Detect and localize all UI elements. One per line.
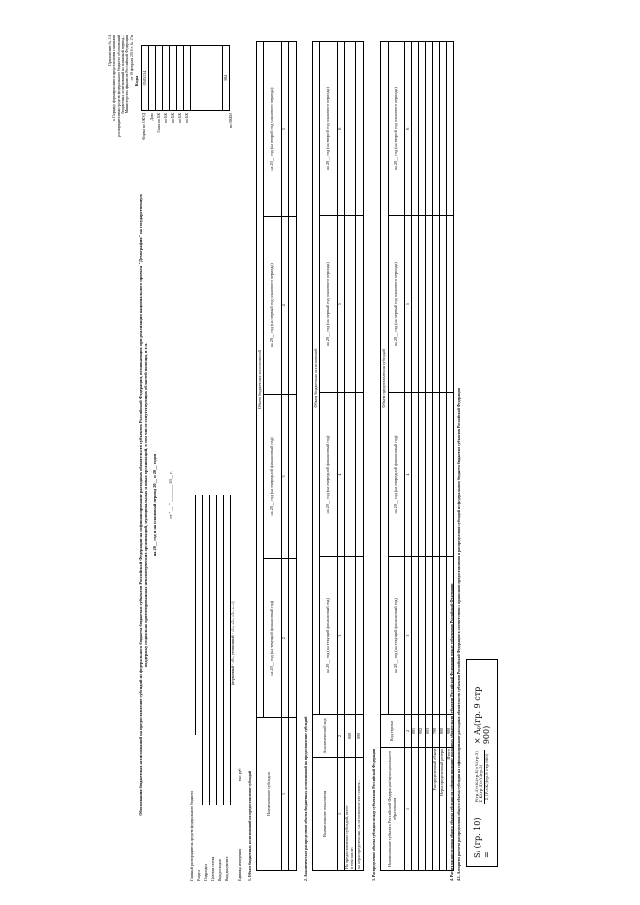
codes-header: Коды	[134, 75, 139, 87]
col-num: 2	[281, 559, 288, 718]
data-cell	[439, 216, 446, 393]
form-code-label: Форма по ОКУД	[142, 113, 146, 140]
codes-cell	[170, 46, 177, 111]
data-cell	[432, 557, 439, 715]
col-year: на 20__ год (на очередной финансовый год)	[263, 394, 281, 559]
row-total-label: На предоставление субсидий, всего	[344, 805, 350, 869]
data-cell	[344, 42, 356, 216]
col-code: Код строки	[381, 715, 405, 748]
codes-cell	[191, 46, 223, 111]
row-code: 000	[344, 715, 356, 758]
row-code: 700	[432, 715, 439, 748]
data-cell	[356, 557, 364, 715]
appendix-line: Министерства финансов Российской Федерации	[125, 35, 130, 114]
side-label: по БК	[164, 113, 168, 123]
side-label: Дата	[150, 113, 154, 121]
appendix-note	[108, 35, 134, 245]
data-cell	[411, 392, 418, 556]
section3-table	[380, 41, 454, 871]
section4-heading: 4. Расчет распределения общего объема субсидии на софинансирование расходных обязательств субъектов Российской Федерации между субъектами Российской Федерации	[450, 583, 454, 881]
col-num: 2	[405, 715, 412, 748]
data-cell	[418, 392, 425, 556]
col-group: Объем бюджетных ассигнований	[257, 42, 264, 718]
unit-value: тыс руб	[238, 768, 242, 781]
row-code: 001	[411, 715, 418, 748]
col-year: на 20__ год (на второй год планового периода)	[389, 42, 405, 216]
data-cell	[288, 559, 296, 718]
header-field: Единица измерения	[238, 849, 242, 881]
col-year: на 20__ год (на текущий финансовый год)	[319, 557, 337, 715]
data-cell	[418, 748, 425, 871]
formula-denominator: Σ (Fᵢ×Kᵢ)(гр.9 стр.900)	[483, 753, 489, 801]
data-cell	[439, 42, 446, 216]
row-code: 800	[439, 715, 446, 748]
data-cell	[411, 42, 418, 216]
date-line: от " __ " ________ 20__ г.	[168, 471, 173, 519]
appendix-line: Приложение № 1/4	[108, 35, 112, 66]
data-cell	[425, 216, 432, 393]
header-field: Подраздел	[204, 864, 208, 881]
col-year: на 20__ год (на текущий финансовый год)	[389, 557, 405, 715]
formula-num-top: F(гр.3)×Kᵢ(гр.4)×Yᵢ(гр.5)	[473, 751, 479, 803]
formula-lhs: Sᵢ (гр. 10) =	[472, 817, 491, 858]
data-cell	[432, 42, 439, 216]
data-cell	[418, 42, 425, 216]
data-cell	[411, 216, 418, 393]
col-num: 4	[281, 217, 288, 394]
col-name: Наименование показателя	[313, 758, 338, 871]
col-num: 4	[337, 392, 344, 556]
col-num: 3	[337, 557, 344, 715]
col-num: 1	[337, 758, 344, 871]
col-num: 5	[337, 216, 344, 393]
codes-table	[141, 45, 230, 111]
section2-heading: 2. Аналитическое распределение объема бюджетных ассигнований на предоставление субсидий	[304, 716, 308, 881]
data-cell	[288, 217, 296, 394]
codes-cell	[149, 46, 156, 111]
section1-heading: 1. Объем бюджетных ассигнований на предоставление субсидий	[248, 770, 252, 881]
field-line	[202, 495, 203, 805]
col-num: 1	[281, 718, 288, 871]
data-cell	[411, 748, 418, 871]
form-code-cell: 0505134	[142, 46, 149, 111]
formula-num-mid: Σ Kᵢ(гр.4)×Yᵢ(гр.5)	[478, 764, 484, 803]
data-cell	[356, 42, 364, 216]
col-year: на 20__ год (на второй год планового периода)	[263, 42, 281, 217]
data-cell	[356, 216, 364, 393]
col-name: Наименование субсидии	[257, 718, 282, 871]
data-cell	[418, 557, 425, 715]
data-cell	[288, 42, 296, 217]
side-label: по БК	[171, 113, 175, 123]
section3-heading: 3. Распределение объема субсидии между субъектами Российской Федерации	[372, 748, 376, 881]
col-code: Аналитический код	[313, 715, 338, 758]
col-num: 4	[405, 392, 412, 556]
row-incl-label: в том числе:	[348, 847, 354, 869]
codes-cell	[184, 46, 191, 111]
okei-label: по ОКЕИ	[229, 113, 233, 129]
data-cell	[432, 392, 439, 556]
side-label: по БК	[185, 113, 189, 123]
appendix-line: бюджетных ассигнований на плановый период...	[121, 35, 126, 114]
formula-fraction	[475, 750, 490, 804]
data-cell	[439, 557, 446, 715]
row-code: 003	[425, 715, 432, 748]
data-cell	[432, 216, 439, 393]
section2-table	[312, 41, 364, 871]
col-num: 3	[405, 557, 412, 715]
col-num: 5	[281, 42, 288, 217]
header-field: Целевая статья	[211, 856, 215, 881]
form-subtitle: на 20__ год и на плановый период 20__ и 20__ годов	[152, 453, 157, 557]
col-year: на 20__ год (на второй год планового периода)	[319, 42, 337, 216]
col-year: на 20__ год (на первый год планового периода)	[389, 216, 405, 393]
appendix-line: распорядителями средств федерального бюджета обоснований	[116, 35, 121, 137]
row-label: Распределенный объем	[432, 748, 439, 871]
data-cell	[344, 557, 356, 715]
col-num: 6	[405, 42, 412, 216]
codes-cell	[163, 46, 170, 111]
appendix-line: к Порядку формирования и представления главными	[112, 35, 117, 121]
section1-table	[256, 41, 297, 871]
row-code: 900	[446, 715, 453, 748]
col-group: Объем предоставления субсидий	[381, 42, 389, 715]
data-cell	[446, 42, 453, 216]
row-label: на нераспределенные, на исполнение кто платит...	[356, 758, 364, 871]
data-cell	[425, 42, 432, 216]
form-title: Обоснования бюджетных ассигнований на предоставление субсидий из федерального бюджета бюджетам субъектов Российской Федерации на софинансирование расходных обязательств субъектов Российской Федерации, возникающих при реализации национального проекта "Демография" на государственную поддержку социально ориентированных некоммерческих организаций, муниципальных и иных организаций, в том числе сопутствующих областей помощи, и т.п.	[138, 194, 149, 816]
data-cell	[356, 392, 364, 556]
data-cell	[344, 392, 356, 556]
col-name: Наименование субъекта Российской Федерации/муниципального образования	[381, 748, 405, 871]
codes-cell	[156, 46, 163, 111]
col-num: 2	[337, 715, 344, 758]
codes-cell	[177, 46, 184, 111]
col-year: на 20__ год (на очередной финансовый год)	[389, 392, 405, 556]
col-num: 3	[281, 394, 288, 559]
doc-kind-note: (первичный - «0», уточненный - «1», «2», «3», «...»)	[231, 601, 235, 685]
col-year: на 20__ год (на очередной финансовый год)	[319, 392, 337, 556]
data-cell	[439, 392, 446, 556]
formula-box	[466, 659, 498, 867]
row-code: 000	[356, 715, 364, 758]
rotated-form-sheet	[104, 27, 500, 885]
header-field: Вид документа	[225, 856, 229, 881]
data-cell	[344, 216, 356, 393]
field-line	[216, 495, 217, 805]
side-label: по БК	[178, 113, 182, 123]
col-year: на 20__ год (на первый год планового периода)	[263, 217, 281, 394]
field-line	[195, 495, 196, 735]
col-num: 1	[405, 748, 412, 871]
data-cell	[418, 216, 425, 393]
section4-subheading: 4.1. Алгоритм расчета распределения общего объема субсидии на софинансирование расходных обязательств субъектов Российской Федерации в соответствии с правилами предоставления и распределения субсидий из федерального бюджета бюджетам субъектов Российской Федерации	[457, 388, 461, 881]
data-cell	[425, 392, 432, 556]
data-cell	[425, 557, 432, 715]
col-group: Объем бюджетных ассигнований	[313, 42, 320, 715]
field-line	[223, 495, 224, 805]
side-label: Глава по БК	[157, 113, 161, 133]
field-line	[209, 495, 210, 805]
data-cell	[425, 748, 432, 871]
col-num: 6	[337, 42, 344, 216]
data-cell	[288, 394, 296, 559]
formula-rhs: × Aₚ(гр. 9 стр 900)	[472, 686, 491, 745]
row-label: Нераспределенный резерв	[439, 748, 446, 871]
header-field: Вид расходов	[218, 859, 222, 881]
col-year: на 20__ год (на первый год планового периода)	[319, 216, 337, 393]
data-cell	[288, 718, 296, 871]
data-cell	[411, 557, 418, 715]
row-label	[344, 758, 356, 871]
row-label: Итого	[446, 748, 453, 871]
appendix-line: от 19 февраля 2016 г. № 17н	[129, 35, 134, 81]
row-code: 002	[418, 715, 425, 748]
header-field: Раздел	[197, 870, 201, 881]
col-year: на 20__ год (на текущий финансовый год)	[263, 559, 281, 718]
header-field: Главный распорядитель средств федерального бюджета	[190, 790, 194, 881]
okei-code-cell: 384	[223, 46, 230, 111]
col-num: 5	[405, 216, 412, 393]
